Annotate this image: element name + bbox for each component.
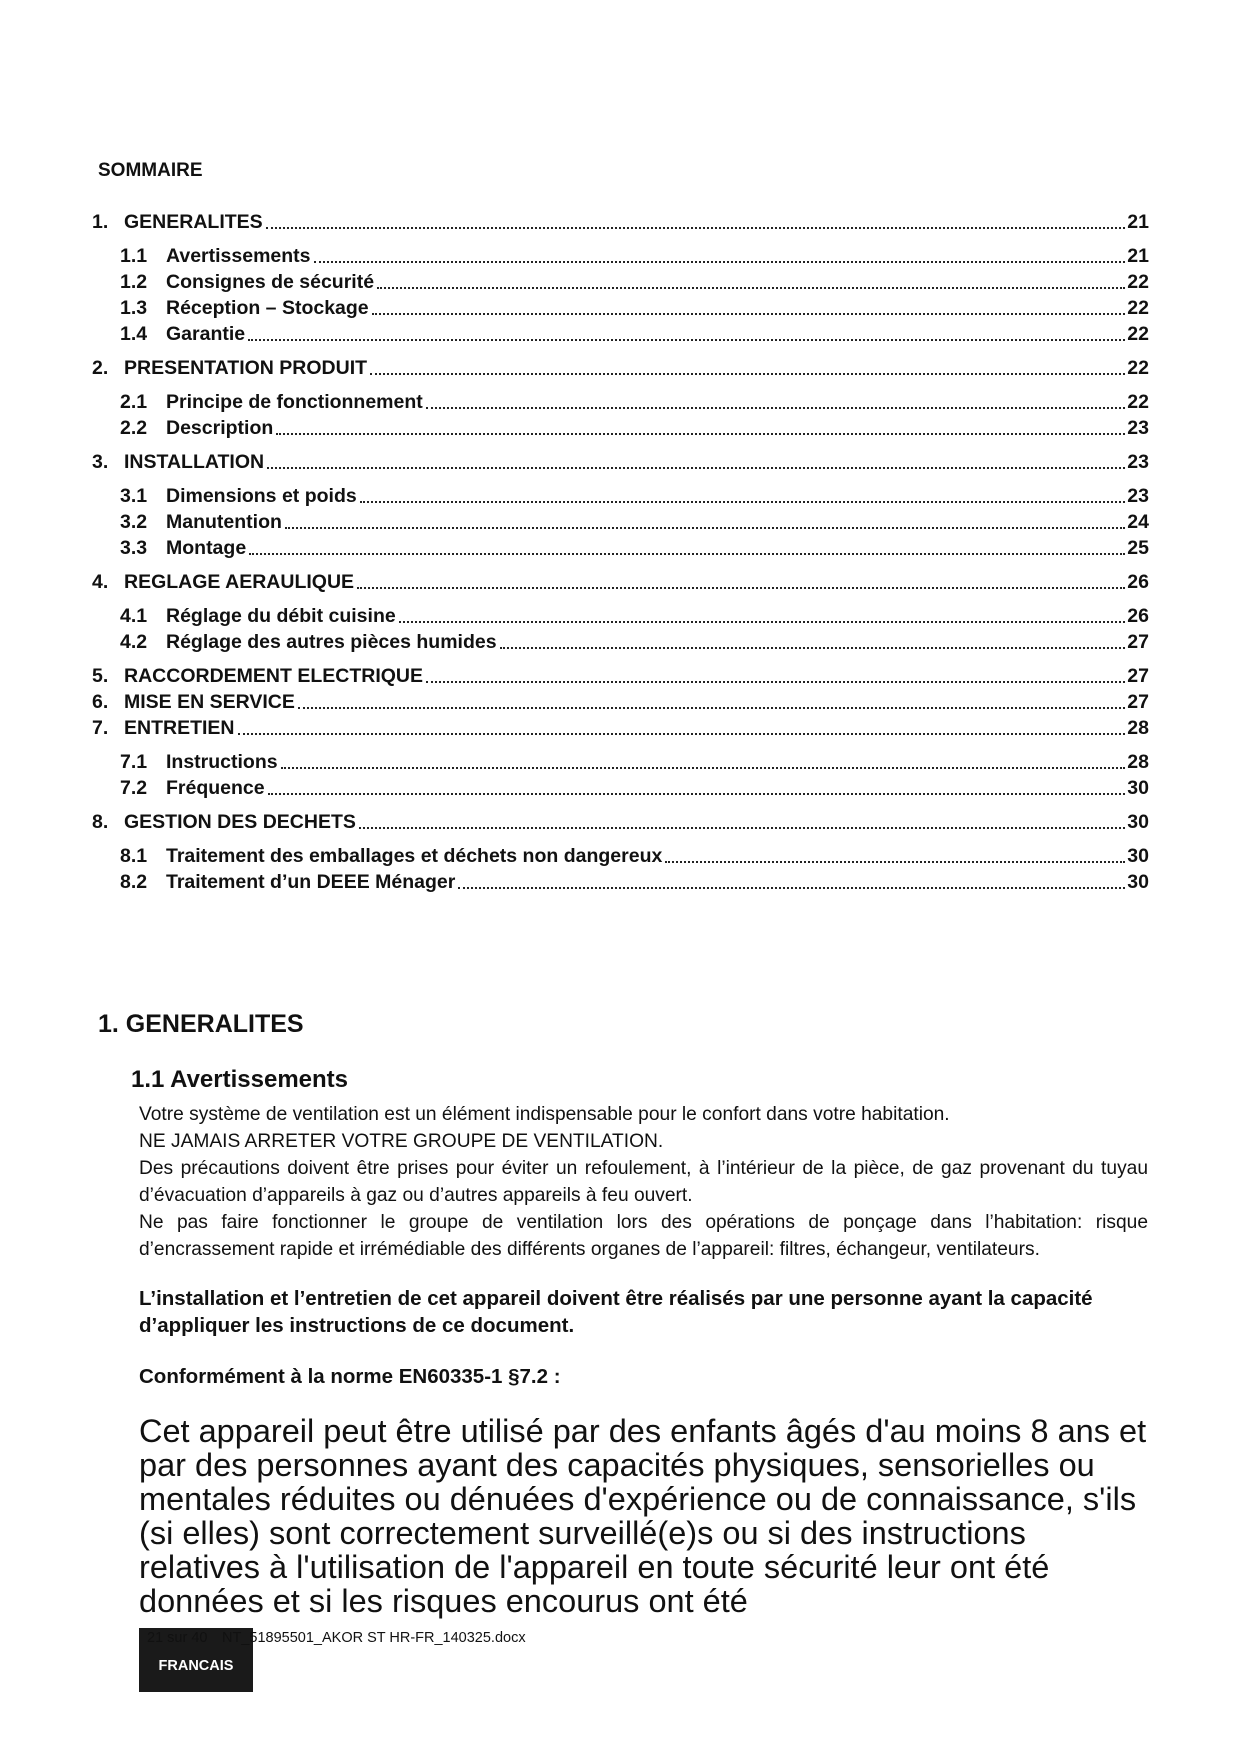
toc-entry-number: 1.3 bbox=[120, 297, 148, 319]
toc-leader-dots bbox=[314, 260, 1126, 263]
toc-entry-page: 26 bbox=[1127, 605, 1149, 627]
toc-entry-number: 4. bbox=[92, 571, 109, 593]
toc-leader-dots bbox=[285, 526, 1125, 529]
toc-leader-dots bbox=[238, 732, 1126, 735]
toc-entry-page: 30 bbox=[1127, 777, 1149, 799]
toc-entry-number: 7. bbox=[92, 717, 109, 739]
section-heading: 1. GENERALITES bbox=[98, 1010, 304, 1038]
toc-entry[interactable] bbox=[92, 629, 1149, 655]
toc-entry-label: Fréquence bbox=[166, 777, 265, 799]
toc-leader-dots bbox=[426, 406, 1126, 409]
paragraph: Votre système de ventilation est un élément indispensable pour le confort dans votre habitation. bbox=[139, 1104, 950, 1125]
toc-entry-label: INSTALLATION bbox=[124, 451, 265, 473]
toc-entry-label: Réglage du débit cuisine bbox=[166, 605, 396, 627]
toc-entry-number: 8. bbox=[92, 811, 109, 833]
toc-entry-page: 25 bbox=[1127, 537, 1149, 559]
toc-leader-dots bbox=[370, 372, 1125, 375]
section-body bbox=[139, 1101, 1148, 1618]
toc-leader-dots bbox=[298, 706, 1125, 709]
toc-entry-number: 6. bbox=[92, 691, 109, 713]
toc-entry-page: 30 bbox=[1127, 871, 1149, 893]
toc-entry[interactable] bbox=[92, 321, 1149, 347]
toc-entry[interactable] bbox=[92, 535, 1149, 561]
paragraph: NE JAMAIS ARRETER VOTRE GROUPE DE VENTILATION. bbox=[139, 1131, 664, 1152]
toc-entry-label: Consignes de sécurité bbox=[166, 271, 375, 293]
toc-entry-number: 1.1 bbox=[120, 245, 148, 267]
toc-entry-number: 7.1 bbox=[120, 751, 148, 773]
language-label: FRANCAIS bbox=[158, 1658, 234, 1674]
toc-entry-label: Description bbox=[166, 417, 274, 439]
toc-entry[interactable] bbox=[92, 663, 1149, 689]
toc-entry[interactable] bbox=[92, 449, 1149, 475]
toc-leader-dots bbox=[372, 312, 1126, 315]
toc-entry-number: 8.2 bbox=[120, 871, 148, 893]
toc-entry-label: Réception – Stockage bbox=[166, 297, 369, 319]
toc-entry[interactable] bbox=[92, 715, 1149, 741]
paragraph: Ne pas faire fonctionner le groupe de ventilation lors des opérations de ponçage dans l’habitation: risque d’encrassement rapide et irrémédiable des différents organes de l’appareil: filtres, échangeur, ventilateurs. bbox=[139, 1212, 1148, 1260]
subsection-heading: 1.1 Avertissements bbox=[131, 1066, 349, 1093]
toc-leader-dots bbox=[267, 466, 1125, 469]
toc-entry-label: Traitement des emballages et déchets non dangereux bbox=[166, 845, 663, 867]
toc-entry-label: Manutention bbox=[166, 511, 282, 533]
toc-entry[interactable] bbox=[92, 295, 1149, 321]
toc-entry[interactable] bbox=[92, 269, 1149, 295]
toc-entry-number: 2.1 bbox=[120, 391, 148, 413]
toc-entry-label: ENTRETIEN bbox=[124, 717, 235, 739]
toc-entry-number: 2.2 bbox=[120, 417, 148, 439]
toc-entry-page: 22 bbox=[1127, 271, 1149, 293]
toc-entry-number: 4.2 bbox=[120, 631, 148, 653]
toc-entry-number: 5. bbox=[92, 665, 109, 687]
toc-entry-page: 30 bbox=[1127, 845, 1149, 867]
toc-leader-dots bbox=[426, 680, 1125, 683]
toc-entry[interactable] bbox=[92, 509, 1149, 535]
toc-entry-page: 27 bbox=[1127, 665, 1149, 687]
toc-entry-page: 28 bbox=[1127, 751, 1149, 773]
toc-entry-label: Avertissements bbox=[166, 245, 311, 267]
toc-entry-page: 21 bbox=[1127, 245, 1149, 267]
toc-entry-page: 24 bbox=[1127, 511, 1149, 533]
toc-leader-dots bbox=[360, 500, 1126, 503]
toc-entry-label: Instructions bbox=[166, 751, 278, 773]
toc-entry[interactable] bbox=[92, 355, 1149, 381]
table-of-contents bbox=[92, 209, 1149, 895]
toc-entry-label: REGLAGE AERAULIQUE bbox=[124, 571, 355, 593]
toc-leader-dots bbox=[359, 826, 1125, 829]
toc-entry-number: 3. bbox=[92, 451, 109, 473]
toc-entry[interactable] bbox=[92, 415, 1149, 441]
footer-filename: NT_51895501_AKOR ST HR-FR_140325.docx bbox=[222, 1630, 526, 1646]
norm-reference: Conformément à la norme EN60335-1 §7.2 : bbox=[139, 1365, 561, 1388]
toc-entry[interactable] bbox=[92, 603, 1149, 629]
toc-entry-page: 27 bbox=[1127, 691, 1149, 713]
toc-entry-label: RACCORDEMENT ELECTRIQUE bbox=[124, 665, 424, 687]
toc-leader-dots bbox=[248, 338, 1125, 341]
toc-entry-page: 27 bbox=[1127, 631, 1149, 653]
toc-leader-dots bbox=[266, 226, 1126, 229]
toc-entry-number: 3.1 bbox=[120, 485, 148, 507]
toc-entry-page: 23 bbox=[1127, 485, 1149, 507]
toc-entry-label: Garantie bbox=[166, 323, 246, 345]
toc-entry-label: Réglage des autres pièces humides bbox=[166, 631, 497, 653]
toc-entry-label: Dimensions et poids bbox=[166, 485, 357, 507]
toc-entry-number: 1.4 bbox=[120, 323, 148, 345]
toc-entry-number: 7.2 bbox=[120, 777, 148, 799]
toc-entry[interactable] bbox=[92, 483, 1149, 509]
toc-leader-dots bbox=[281, 766, 1126, 769]
toc-entry-label: GENERALITES bbox=[124, 211, 263, 233]
toc-entry-label: Principe de fonctionnement bbox=[166, 391, 423, 413]
toc-entry-number: 4.1 bbox=[120, 605, 148, 627]
toc-entry-number: 2. bbox=[92, 357, 109, 379]
toc-entry[interactable] bbox=[92, 569, 1149, 595]
toc-entry-label: Montage bbox=[166, 537, 247, 559]
toc-leader-dots bbox=[249, 552, 1125, 555]
toc-entry-label: Traitement d’un DEEE Ménager bbox=[166, 871, 456, 893]
toc-leader-dots bbox=[399, 620, 1126, 623]
toc-entry-label: MISE EN SERVICE bbox=[124, 691, 295, 713]
toc-entry[interactable] bbox=[92, 389, 1149, 415]
toc-entry-number: 1.2 bbox=[120, 271, 148, 293]
toc-leader-dots bbox=[276, 432, 1125, 435]
toc-entry-page: 23 bbox=[1127, 451, 1149, 473]
toc-entry-number: 1. bbox=[92, 211, 109, 233]
large-warning-text: Cet appareil peut être utilisé par des enfants âgés d'au moins 8 ans et par des personnes ayant des capacités physiques, sensorielles ou mentales réduites ou dénuées d'expérience ou de connaissance, s'ils (si elles) sont correctement surveillé(e)s ou si des instructions relatives à l'utilisation de l'appareil en toute sécurité leur ont été données et si les risques encourus ont été bbox=[139, 1413, 1147, 1619]
toc-entry[interactable] bbox=[92, 869, 1149, 895]
paragraph: Des précautions doivent être prises pour éviter un refoulement, à l’intérieur de la pièce, de gaz provenant du tuyau d’évacuation d’appareils à gaz ou d’autres appareils à feu ouvert. bbox=[139, 1158, 1148, 1206]
page-reference: 21 sur 40 bbox=[147, 1630, 208, 1646]
toc-leader-dots bbox=[458, 886, 1125, 889]
toc-entry-page: 21 bbox=[1127, 211, 1149, 233]
toc-entry-number: 3.2 bbox=[120, 511, 148, 533]
toc-leader-dots bbox=[500, 646, 1126, 649]
toc-leader-dots bbox=[377, 286, 1125, 289]
toc-entry-page: 22 bbox=[1127, 297, 1149, 319]
toc-entry-label: PRESENTATION PRODUIT bbox=[124, 357, 368, 379]
toc-entry-page: 22 bbox=[1127, 357, 1149, 379]
toc-entry-number: 3.3 bbox=[120, 537, 148, 559]
toc-entry[interactable] bbox=[92, 809, 1149, 835]
toc-leader-dots bbox=[357, 586, 1125, 589]
toc-entry-page: 30 bbox=[1127, 811, 1149, 833]
bold-notice: L’installation et l’entretien de cet appareil doivent être réalisés par une personne ayant la capacité d’appliquer les instructions de ce document. bbox=[139, 1287, 1093, 1337]
toc-entry-page: 22 bbox=[1127, 323, 1149, 345]
toc-entry[interactable] bbox=[92, 243, 1149, 269]
toc-entry[interactable] bbox=[92, 689, 1149, 715]
toc-entry-number: 8.1 bbox=[120, 845, 148, 867]
toc-entry[interactable] bbox=[92, 209, 1149, 235]
toc-entry-page: 22 bbox=[1127, 391, 1149, 413]
toc-entry[interactable] bbox=[92, 749, 1149, 775]
toc-title: SOMMAIRE bbox=[98, 160, 203, 181]
toc-entry-label: GESTION DES DECHETS bbox=[124, 811, 356, 833]
toc-entry-page: 26 bbox=[1127, 571, 1149, 593]
toc-leader-dots bbox=[268, 792, 1126, 795]
toc-entry[interactable] bbox=[92, 775, 1149, 801]
toc-entry[interactable] bbox=[92, 843, 1149, 869]
toc-entry-page: 23 bbox=[1127, 417, 1149, 439]
toc-leader-dots bbox=[665, 860, 1125, 863]
toc-entry-page: 28 bbox=[1127, 717, 1149, 739]
